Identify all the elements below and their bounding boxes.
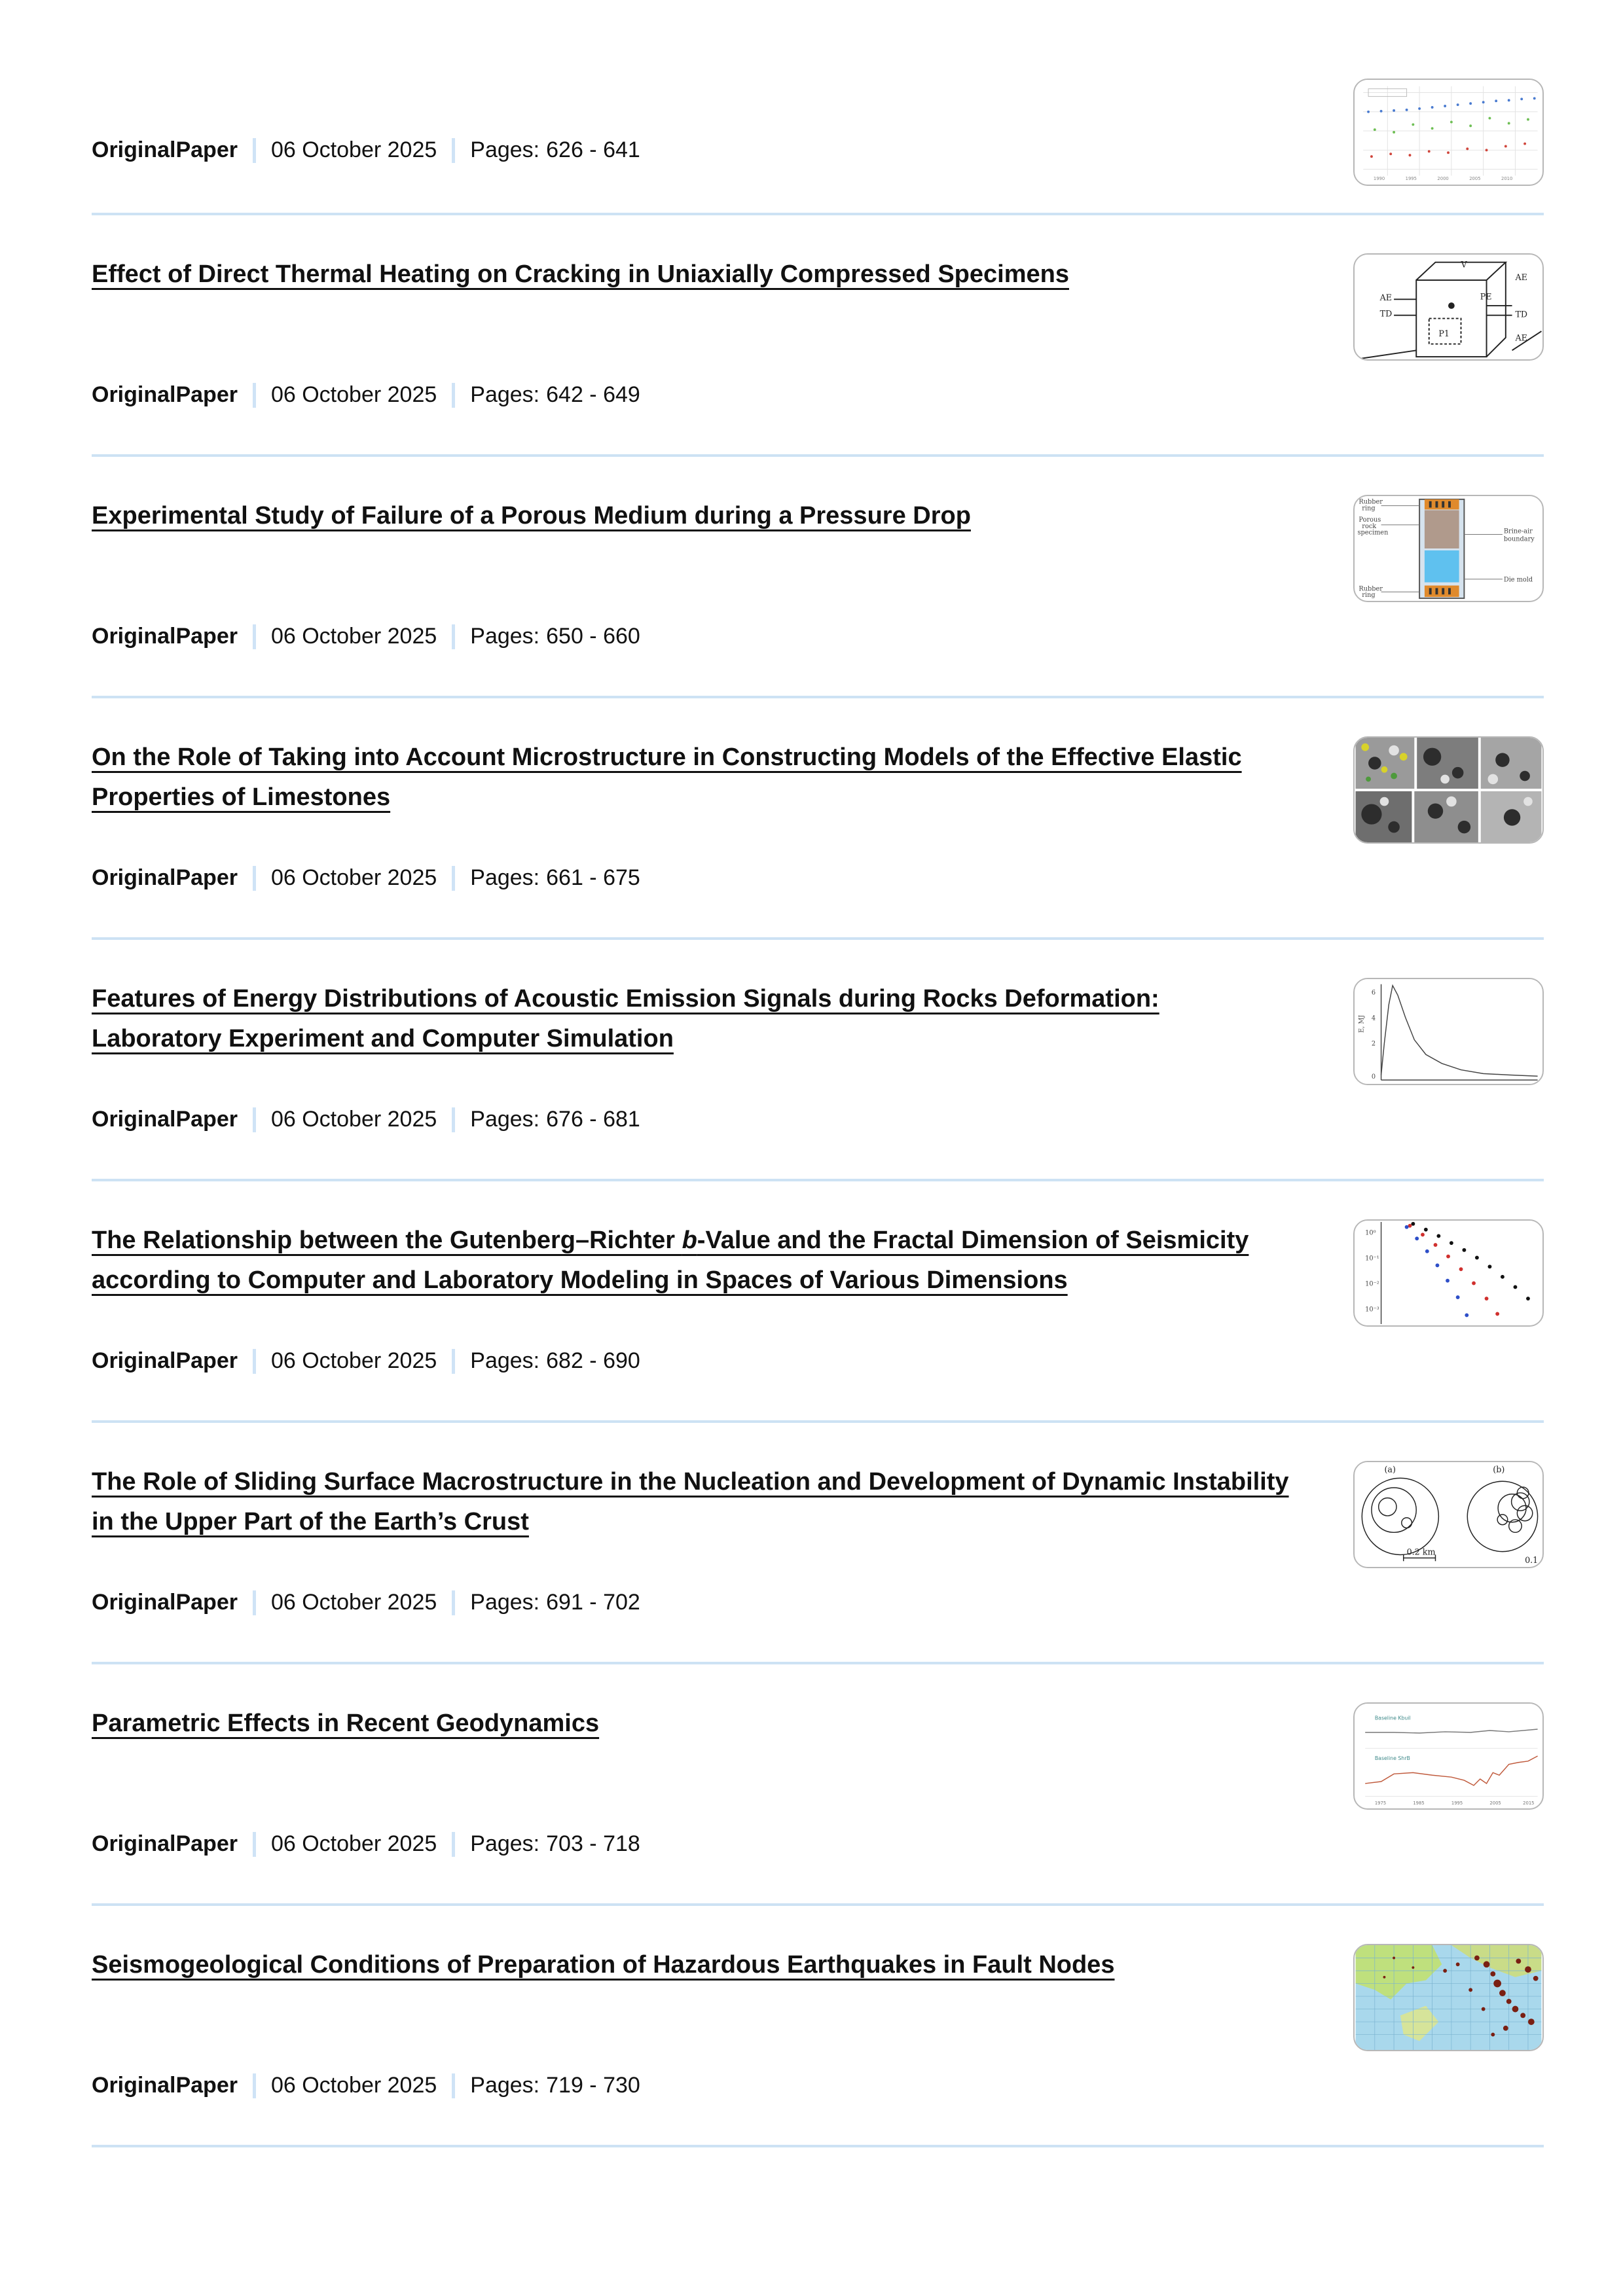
article-thumbnail[interactable] — [1353, 253, 1544, 361]
svg-text:Brine-air: Brine-air — [1503, 528, 1533, 535]
svg-text:rock: rock — [1362, 522, 1377, 530]
meta-separator — [253, 624, 256, 649]
article-pages: 661 - 675 — [546, 865, 640, 890]
article-type: OriginalPaper — [92, 137, 238, 162]
article-item — [92, 1906, 1544, 2147]
article-thumbnail[interactable] — [1353, 79, 1544, 186]
svg-text:PE: PE — [1480, 291, 1492, 302]
article-meta — [92, 137, 640, 163]
svg-text:Baseline Kbuil: Baseline Kbuil — [1374, 1715, 1411, 1721]
svg-text:(b): (b) — [1493, 1464, 1505, 1475]
article-thumbnail[interactable] — [1353, 978, 1544, 1085]
article-item — [92, 1181, 1544, 1423]
geodynamics-series-chart-icon — [1355, 1704, 1542, 1808]
article-item — [92, 940, 1544, 1181]
svg-text:AE: AE — [1515, 272, 1527, 283]
svg-text:P1: P1 — [1438, 328, 1450, 338]
log-scatter-chart-icon — [1355, 1221, 1542, 1325]
svg-text:E, MJ: E, MJ — [1358, 1014, 1366, 1033]
article-meta — [92, 2073, 640, 2098]
svg-text:V: V — [1461, 259, 1467, 270]
article-type: OriginalPaper — [92, 382, 238, 407]
article-item — [92, 1423, 1544, 1664]
svg-text:Porous: Porous — [1359, 516, 1381, 524]
svg-text:TD: TD — [1379, 308, 1393, 319]
svg-text:0: 0 — [1371, 1073, 1376, 1081]
svg-text:2015: 2015 — [1523, 1801, 1535, 1806]
specimen-setup-diagram-icon — [1355, 255, 1542, 359]
article-type: OriginalPaper — [92, 1107, 238, 1132]
article-date: 06 October 2025 — [270, 382, 437, 407]
pages-label: Pages: — [470, 865, 540, 890]
article-item — [92, 457, 1544, 698]
svg-text:AE: AE — [1379, 293, 1393, 303]
article-pages: 682 - 690 — [546, 1348, 640, 1373]
svg-text:10⁰: 10⁰ — [1365, 1229, 1376, 1237]
article-thumbnail[interactable] — [1353, 495, 1544, 602]
article-type: OriginalPaper — [92, 865, 238, 890]
article-meta — [92, 1590, 640, 1615]
time-series-chart-icon — [1355, 80, 1542, 185]
svg-text:4: 4 — [1371, 1014, 1376, 1022]
article-title-link[interactable]: Parametric Effects in Recent Geodynamics — [92, 1710, 600, 1737]
article-thumbnail[interactable] — [1353, 1461, 1544, 1568]
article-item — [92, 0, 1544, 199]
article-title — [92, 496, 1290, 536]
svg-text:AE: AE — [1515, 332, 1527, 343]
pages-label: Pages: — [470, 1831, 540, 1856]
svg-text:Baseline ShrB: Baseline ShrB — [1374, 1755, 1410, 1761]
svg-text:2010: 2010 — [1501, 176, 1513, 182]
svg-text:2: 2 — [1371, 1040, 1376, 1048]
article-pages: 691 - 702 — [546, 1590, 640, 1615]
article-date: 06 October 2025 — [270, 137, 437, 162]
svg-text:ring: ring — [1362, 592, 1376, 600]
svg-text:10⁻³: 10⁻³ — [1365, 1306, 1379, 1314]
article-title-link[interactable]: On the Role of Taking into Account Microstructure in Constructing Models of the Effective Elastic Properties of Limestones — [92, 744, 1242, 811]
item-divider — [92, 2145, 1544, 2147]
svg-text:2000: 2000 — [1437, 176, 1449, 182]
pages-label: Pages: — [470, 382, 540, 407]
meta-separator — [452, 866, 455, 891]
svg-text:0.1: 0.1 — [1525, 1555, 1539, 1566]
meta-separator — [253, 1349, 256, 1374]
micrograph-collage-icon — [1355, 738, 1542, 842]
article-title-link[interactable]: The Role of Sliding Surface Macrostructure in the Nucleation and Development of Dynamic Instability in the Upper Part of the Earth’s Crust — [92, 1468, 1289, 1535]
svg-text:specimen: specimen — [1357, 529, 1389, 537]
svg-text:1975: 1975 — [1374, 1801, 1387, 1806]
article-date: 06 October 2025 — [270, 865, 437, 890]
pages-label: Pages: — [470, 2073, 540, 2098]
meta-separator — [253, 1590, 256, 1615]
article-meta — [92, 865, 640, 891]
article-meta — [92, 382, 640, 408]
meta-separator — [452, 1832, 455, 1857]
title-part: -Value and the Fractal Dimension of Seismicity according to Computer and Laboratory Modeling in Spaces of Various Dimensions — [92, 1227, 1249, 1294]
article-title-link[interactable] — [92, 1227, 1249, 1294]
article-meta — [92, 624, 640, 649]
article-thumbnail[interactable] — [1353, 1219, 1544, 1327]
title-part: The Relationship between the Gutenberg–Richter — [92, 1227, 682, 1254]
svg-text:Rubber: Rubber — [1359, 498, 1383, 506]
svg-text:1985: 1985 — [1413, 1801, 1425, 1806]
pages-label: Pages: — [470, 137, 540, 162]
svg-text:ring: ring — [1362, 505, 1376, 512]
article-thumbnail[interactable] — [1353, 1702, 1544, 1810]
article-title-link[interactable]: Experimental Study of Failure of a Porous Medium during a Pressure Drop — [92, 502, 971, 529]
circle-clusters-diagram-icon — [1355, 1462, 1542, 1567]
article-meta — [92, 1348, 640, 1374]
article-pages: 650 - 660 — [546, 624, 640, 649]
svg-text:2005: 2005 — [1489, 1801, 1501, 1806]
article-title — [92, 1221, 1290, 1300]
article-thumbnail[interactable] — [1353, 736, 1544, 844]
article-item — [92, 215, 1544, 457]
article-pages: 703 - 718 — [546, 1831, 640, 1856]
article-meta — [92, 1107, 640, 1132]
article-pages: 626 - 641 — [546, 137, 640, 162]
meta-separator — [253, 866, 256, 891]
article-type: OriginalPaper — [92, 1831, 238, 1856]
article-meta — [92, 1831, 640, 1857]
article-item — [92, 698, 1544, 940]
meta-separator — [452, 1349, 455, 1374]
article-date: 06 October 2025 — [270, 1348, 437, 1373]
article-item — [92, 1664, 1544, 1906]
seismic-map-icon — [1355, 1945, 1542, 2050]
article-pages: 719 - 730 — [546, 2073, 640, 2098]
meta-separator — [452, 138, 455, 163]
article-title — [92, 1945, 1290, 1985]
porous-sample-cell-diagram-icon — [1355, 496, 1542, 601]
meta-separator — [253, 1832, 256, 1857]
article-title — [92, 255, 1290, 295]
svg-text:Die mold: Die mold — [1503, 576, 1533, 584]
article-date: 06 October 2025 — [270, 1590, 437, 1615]
article-date: 06 October 2025 — [270, 2073, 437, 2098]
svg-text:(a): (a) — [1384, 1464, 1396, 1475]
meta-separator — [253, 383, 256, 408]
article-title — [92, 979, 1290, 1059]
article-date: 06 October 2025 — [270, 1831, 437, 1856]
article-pages: 642 - 649 — [546, 382, 640, 407]
svg-text:1990: 1990 — [1373, 176, 1385, 182]
svg-text:6: 6 — [1371, 989, 1376, 997]
meta-separator — [253, 2073, 256, 2098]
svg-text:1995: 1995 — [1451, 1801, 1463, 1806]
meta-separator — [452, 383, 455, 408]
article-pages: 676 - 681 — [546, 1107, 640, 1132]
pages-label: Pages: — [470, 624, 540, 649]
pages-label: Pages: — [470, 1107, 540, 1132]
article-title — [92, 738, 1290, 817]
article-title-link[interactable]: Seismogeological Conditions of Preparation of Hazardous Earthquakes in Fault Nodes — [92, 1951, 1115, 1979]
svg-text:Rubber: Rubber — [1359, 585, 1383, 593]
svg-text:2005: 2005 — [1469, 176, 1481, 182]
article-title — [92, 1462, 1290, 1542]
article-title-link[interactable]: Effect of Direct Thermal Heating on Cracking in Uniaxially Compressed Specimens — [92, 260, 1069, 288]
article-date: 06 October 2025 — [270, 624, 437, 649]
svg-text:10⁻²: 10⁻² — [1365, 1280, 1379, 1288]
article-thumbnail[interactable] — [1353, 1944, 1544, 2051]
svg-text:0.2 km: 0.2 km — [1406, 1547, 1436, 1557]
meta-separator — [452, 624, 455, 649]
meta-separator — [452, 1107, 455, 1132]
svg-text:1995: 1995 — [1405, 176, 1417, 182]
meta-separator — [253, 1107, 256, 1132]
pages-label: Pages: — [470, 1348, 540, 1373]
svg-text:10⁻¹: 10⁻¹ — [1365, 1255, 1379, 1263]
pages-label: Pages: — [470, 1590, 540, 1615]
article-type: OriginalPaper — [92, 624, 238, 649]
meta-separator — [253, 138, 256, 163]
title-part-italic: b — [682, 1227, 697, 1254]
article-title-link[interactable]: Features of Energy Distributions of Acoustic Emission Signals during Rocks Deformation: Laboratory Experiment and Computer Simulation — [92, 985, 1159, 1052]
article-type: OriginalPaper — [92, 2073, 238, 2098]
meta-separator — [452, 1590, 455, 1615]
svg-text:TD: TD — [1515, 309, 1528, 319]
article-date: 06 October 2025 — [270, 1107, 437, 1132]
meta-separator — [452, 2073, 455, 2098]
decay-curve-chart-icon — [1355, 979, 1542, 1084]
article-title — [92, 1704, 1290, 1744]
article-type: OriginalPaper — [92, 1590, 238, 1615]
article-type: OriginalPaper — [92, 1348, 238, 1373]
svg-text:boundary: boundary — [1503, 535, 1535, 543]
